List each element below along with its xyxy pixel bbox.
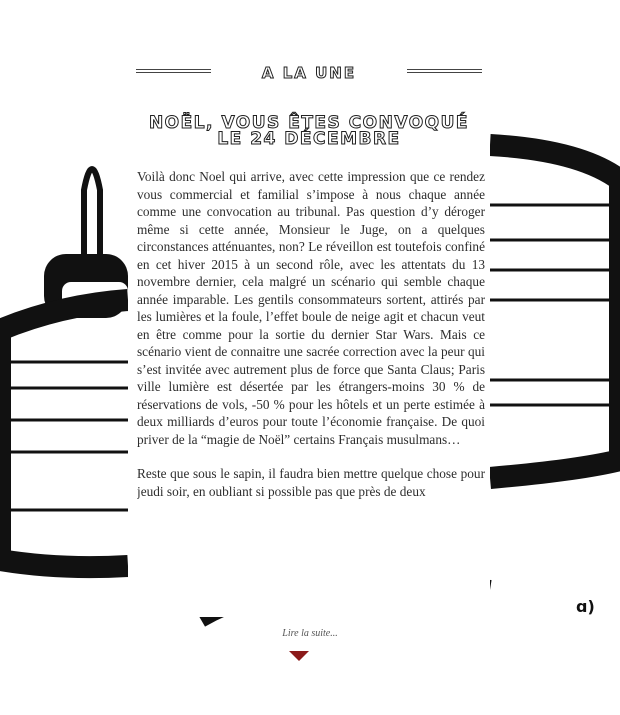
article-paragraph: Reste que sous le sapin, il faudra bien mettre quelque chose pour jeudi soir, en oubliant si possible pas que près de deux [137,466,485,499]
header-rule-right [407,69,482,73]
section-label: A LA UNE [261,64,357,82]
arrow-down-icon[interactable] [289,651,309,661]
corner-glyph: ɑ) [576,597,595,616]
article-title[interactable]: NOËL, VOUS ÊTES CONVOQUÉ LE 24 DÉCEMBRE [148,113,470,149]
article-body [137,168,485,588]
article-paragraph: Voilà donc Noel qui arrive, avec cette impression que ce rendez vous commercial et familial s’impose à nous chaque année comme une convocation au tribunal. Pas question d’y déroger même si cette année, Monsieur le Juge, on a quelques circonstances atténuantes, non? Le réveillon est toutefois confiné en cet hiver 2015 à un second rôle, avec les attentats du 13 novembre dernier, cela malgré un scénario qui semble chaque année imparable. Les gentils consommateurs sortent, attirés par les lumières et la foule, l’effet boule de neige agit et chacun veut en être comme pour la sortie du dernier Star Wars. Mais ce scénario vient de connaitre une sacrée correction avec la peur qui s’est invitée avec autrement plus de force que Santa Claus; Paris ville lumière est désertée par les étrangers-moins 30 % de réservations de vols, -50 % pour les hôtels et un perte estimée à deux milliards d’euros pour toute l’économie française. De quoi priver de la “magie de Noël” certains Français musulmans… [137,169,485,447]
section-header [133,60,485,88]
ornament-ball-left [0,300,128,567]
read-more-link[interactable]: Lire la suite... [282,628,338,639]
ornament-loop-left [84,169,100,258]
ornament-ball-right [490,145,620,478]
